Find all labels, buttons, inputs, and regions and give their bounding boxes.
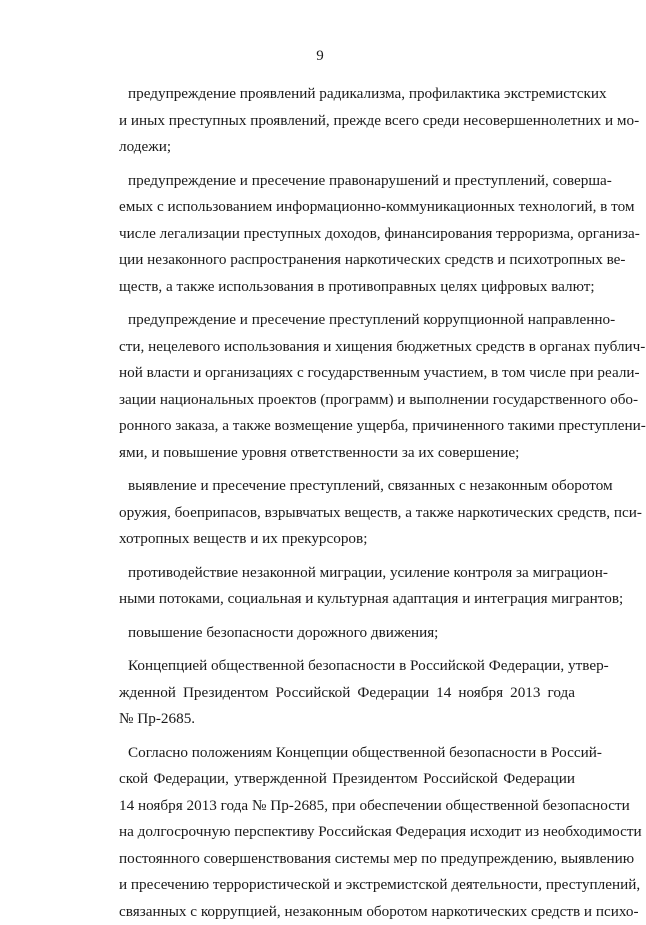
- paragraph-line: ями, и повышение уровня ответственности за их совершение;: [119, 440, 575, 467]
- paragraph-line: емых с использованием информационно-коммуникационных технологий, в том: [119, 194, 575, 221]
- paragraph-line: предупреждение и пресечение преступлений коррупционной направленно-: [119, 307, 575, 334]
- paragraph-line: предупреждение проявлений радикализма, профилактика экстремистских: [119, 81, 575, 108]
- paragraph-line: связанных с коррупцией, незаконным оборотом наркотических средств и психо-: [119, 899, 575, 925]
- paragraph-line: зации национальных проектов (программ) и выполнении государственного обо-: [119, 387, 575, 414]
- paragraph-line: постоянного совершенствования системы мер по предупреждению, выявлению: [119, 846, 575, 873]
- paragraph-line: Концепцией общественной безопасности в Российской Федерации, утвер-: [119, 653, 575, 680]
- paragraph-concept-reference: [119, 653, 575, 733]
- paragraph-radicalism-prevention: [119, 81, 575, 161]
- paragraph-line: Согласно положениям Концепции общественной безопасности в Россий-: [119, 740, 575, 767]
- paragraph-line: ществ, а также использования в противоправных целях цифровых валют;: [119, 274, 575, 301]
- paragraph-line: и пресечению террористической и экстремистской деятельности, преступлений,: [119, 872, 575, 899]
- paragraph-ict-crimes: [119, 168, 575, 301]
- paragraph-gap: [119, 300, 575, 307]
- paragraph-line: противодействие незаконной миграции, усиление контроля за миграцион-: [119, 560, 575, 587]
- paragraph-line: ными потоками, социальная и культурная адаптация и интеграция мигрантов;: [119, 586, 575, 613]
- paragraph-gap: [119, 553, 575, 560]
- paragraph-line: 14 ноября 2013 года № Пр-2685, при обеспечении общественной безопасности: [119, 793, 575, 820]
- document-body: [119, 81, 575, 925]
- paragraph-line: № Пр-2685.: [119, 706, 575, 733]
- paragraph-line: ронного заказа, а также возмещение ущерба, причиненного такими преступлени-: [119, 413, 575, 440]
- paragraph-line: повышение безопасности дорожного движения;: [119, 620, 575, 647]
- paragraph-line: оружия, боеприпасов, взрывчатых веществ, а также наркотических средств, пси-: [119, 500, 575, 527]
- paragraph-line: выявление и пресечение преступлений, связанных с незаконным оборотом: [119, 473, 575, 500]
- paragraph-concept-provisions: [119, 740, 575, 925]
- paragraph-line: и иных преступных проявлений, прежде всего среди несовершеннолетних и мо-: [119, 108, 575, 135]
- paragraph-gap: [119, 466, 575, 473]
- paragraph-road-safety: [119, 620, 575, 647]
- paragraph-gap: [119, 646, 575, 653]
- paragraph-line: ской Федерации, утвержденной Президентом Российской Федерации: [119, 766, 575, 793]
- paragraph-gap: [119, 613, 575, 620]
- paragraph-line: ции незаконного распространения наркотических средств и психотропных ве-: [119, 247, 575, 274]
- paragraph-weapons-drugs: [119, 473, 575, 553]
- paragraph-line: на долгосрочную перспективу Российская Федерация исходит из необходимости: [119, 819, 575, 846]
- paragraph-line: жденной Президентом Российской Федерации 14 ноября 2013 года: [119, 680, 575, 707]
- paragraph-line: лодежи;: [119, 134, 575, 161]
- paragraph-line: числе легализации преступных доходов, финансирования терроризма, организа-: [119, 221, 575, 248]
- paragraph-migration: [119, 560, 575, 613]
- paragraph-line: предупреждение и пресечение правонарушений и преступлений, соверша-: [119, 168, 575, 195]
- paragraph-line: хотропных веществ и их прекурсоров;: [119, 526, 575, 553]
- paragraph-corruption-crimes: [119, 307, 575, 466]
- paragraph-line: сти, нецелевого использования и хищения бюджетных средств в органах публич-: [119, 334, 575, 361]
- paragraph-gap: [119, 733, 575, 740]
- paragraph-line: ной власти и организациях с государственным участием, в том числе при реали-: [119, 360, 575, 387]
- paragraph-gap: [119, 161, 575, 168]
- page-number: 9: [0, 48, 640, 65]
